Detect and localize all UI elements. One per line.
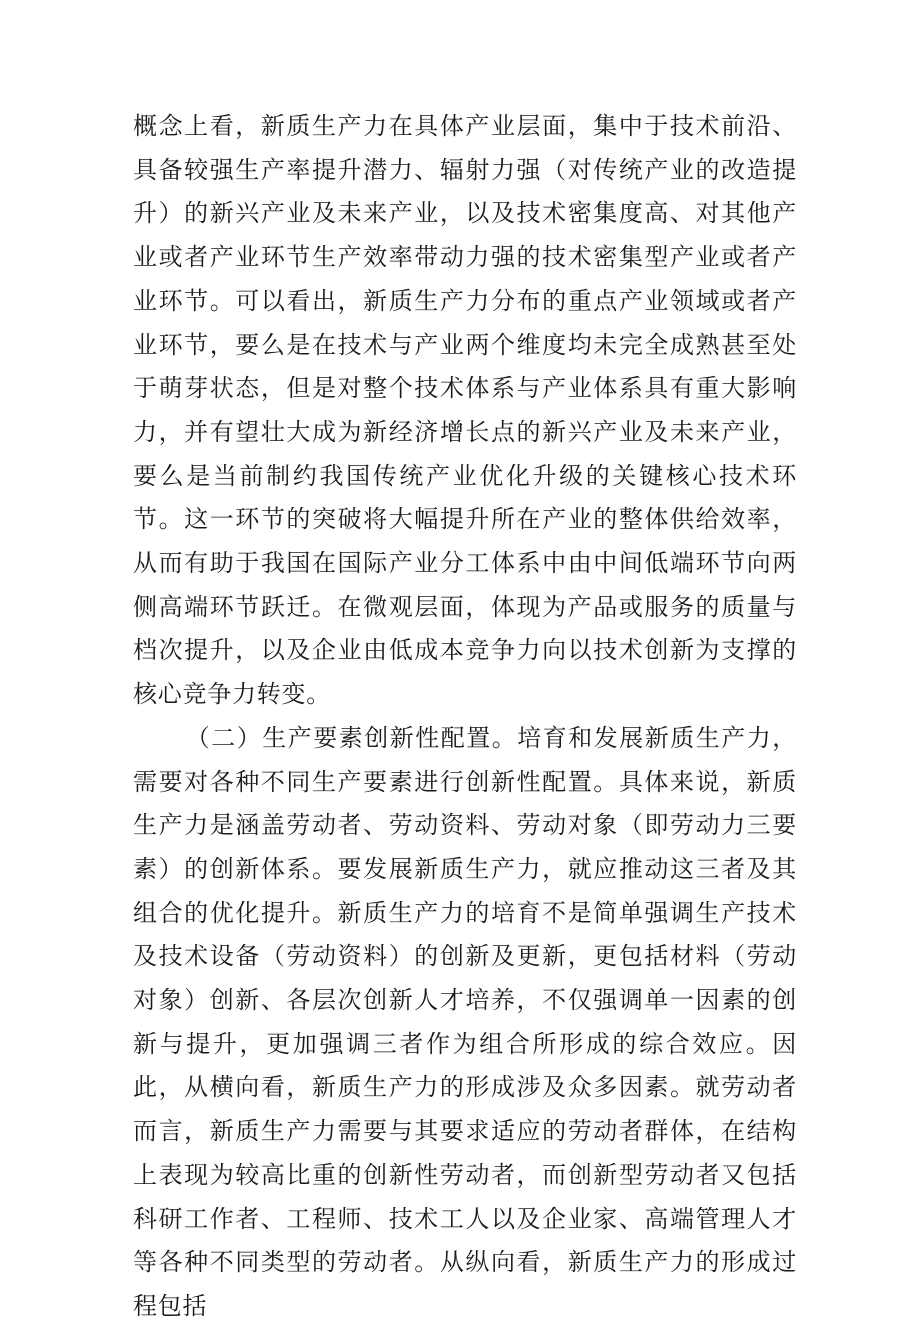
paragraph-continued: 概念上看，新质生产力在具体产业层面，集中于技术前沿、具备较强生产率提升潜力、辐射力强（对传统产业的改造提升）的新兴产业及未来产业，以及技术密集度高、对其他产业或者产业环节生产效率带动力强的技术密集型产业或者产业环节。可以看出，新质生产力分布的重点产业领域或者产业环节，要么是在技术与产业两个维度均未完全成熟甚至处于萌芽状态，但是对整个技术体系与产业体系具有重大影响力，并有望壮大成为新经济增长点的新兴产业及未来产业，要么是当前制约我国传统产业优化升级的关键核心技术环节。这一环节的突破将大幅提升所在产业的整体供给效率，从而有助于我国在国际产业分工体系中由中间低端环节向两侧高端环节跃迁。在微观层面，体现为产品或服务的质量与档次提升，以及企业由低成本竞争力向以技术创新为支撑的核心竞争力转变。	[133, 112, 797, 709]
document-body	[133, 105, 797, 1329]
paragraph-section-two: （二）生产要素创新性配置。培育和发展新质生产力，需要对各种不同生产要素进行创新性配置。具体来说，新质生产力是涵盖劳动者、劳动资料、劳动对象（即劳动力三要素）的创新体系。要发展新质生产力，就应推动这三者及其组合的优化提升。新质生产力的培育不是简单强调生产技术及技术设备（劳动资料）的创新及更新，更包括材料（劳动对象）创新、各层次创新人才培养，不仅强调单一因素的创新与提升，更加强调三者作为组合所形成的综合效应。因此，从横向看，新质生产力的形成涉及众多因素。就劳动者而言，新质生产力需要与其要求适应的劳动者群体，在结构上表现为较高比重的创新性劳动者，而创新型劳动者又包括科研工作者、工程师、技术工人以及企业家、高端管理人才等各种不同类型的劳动者。从纵向看，新质生产力的形成过程包括	[133, 723, 797, 1320]
